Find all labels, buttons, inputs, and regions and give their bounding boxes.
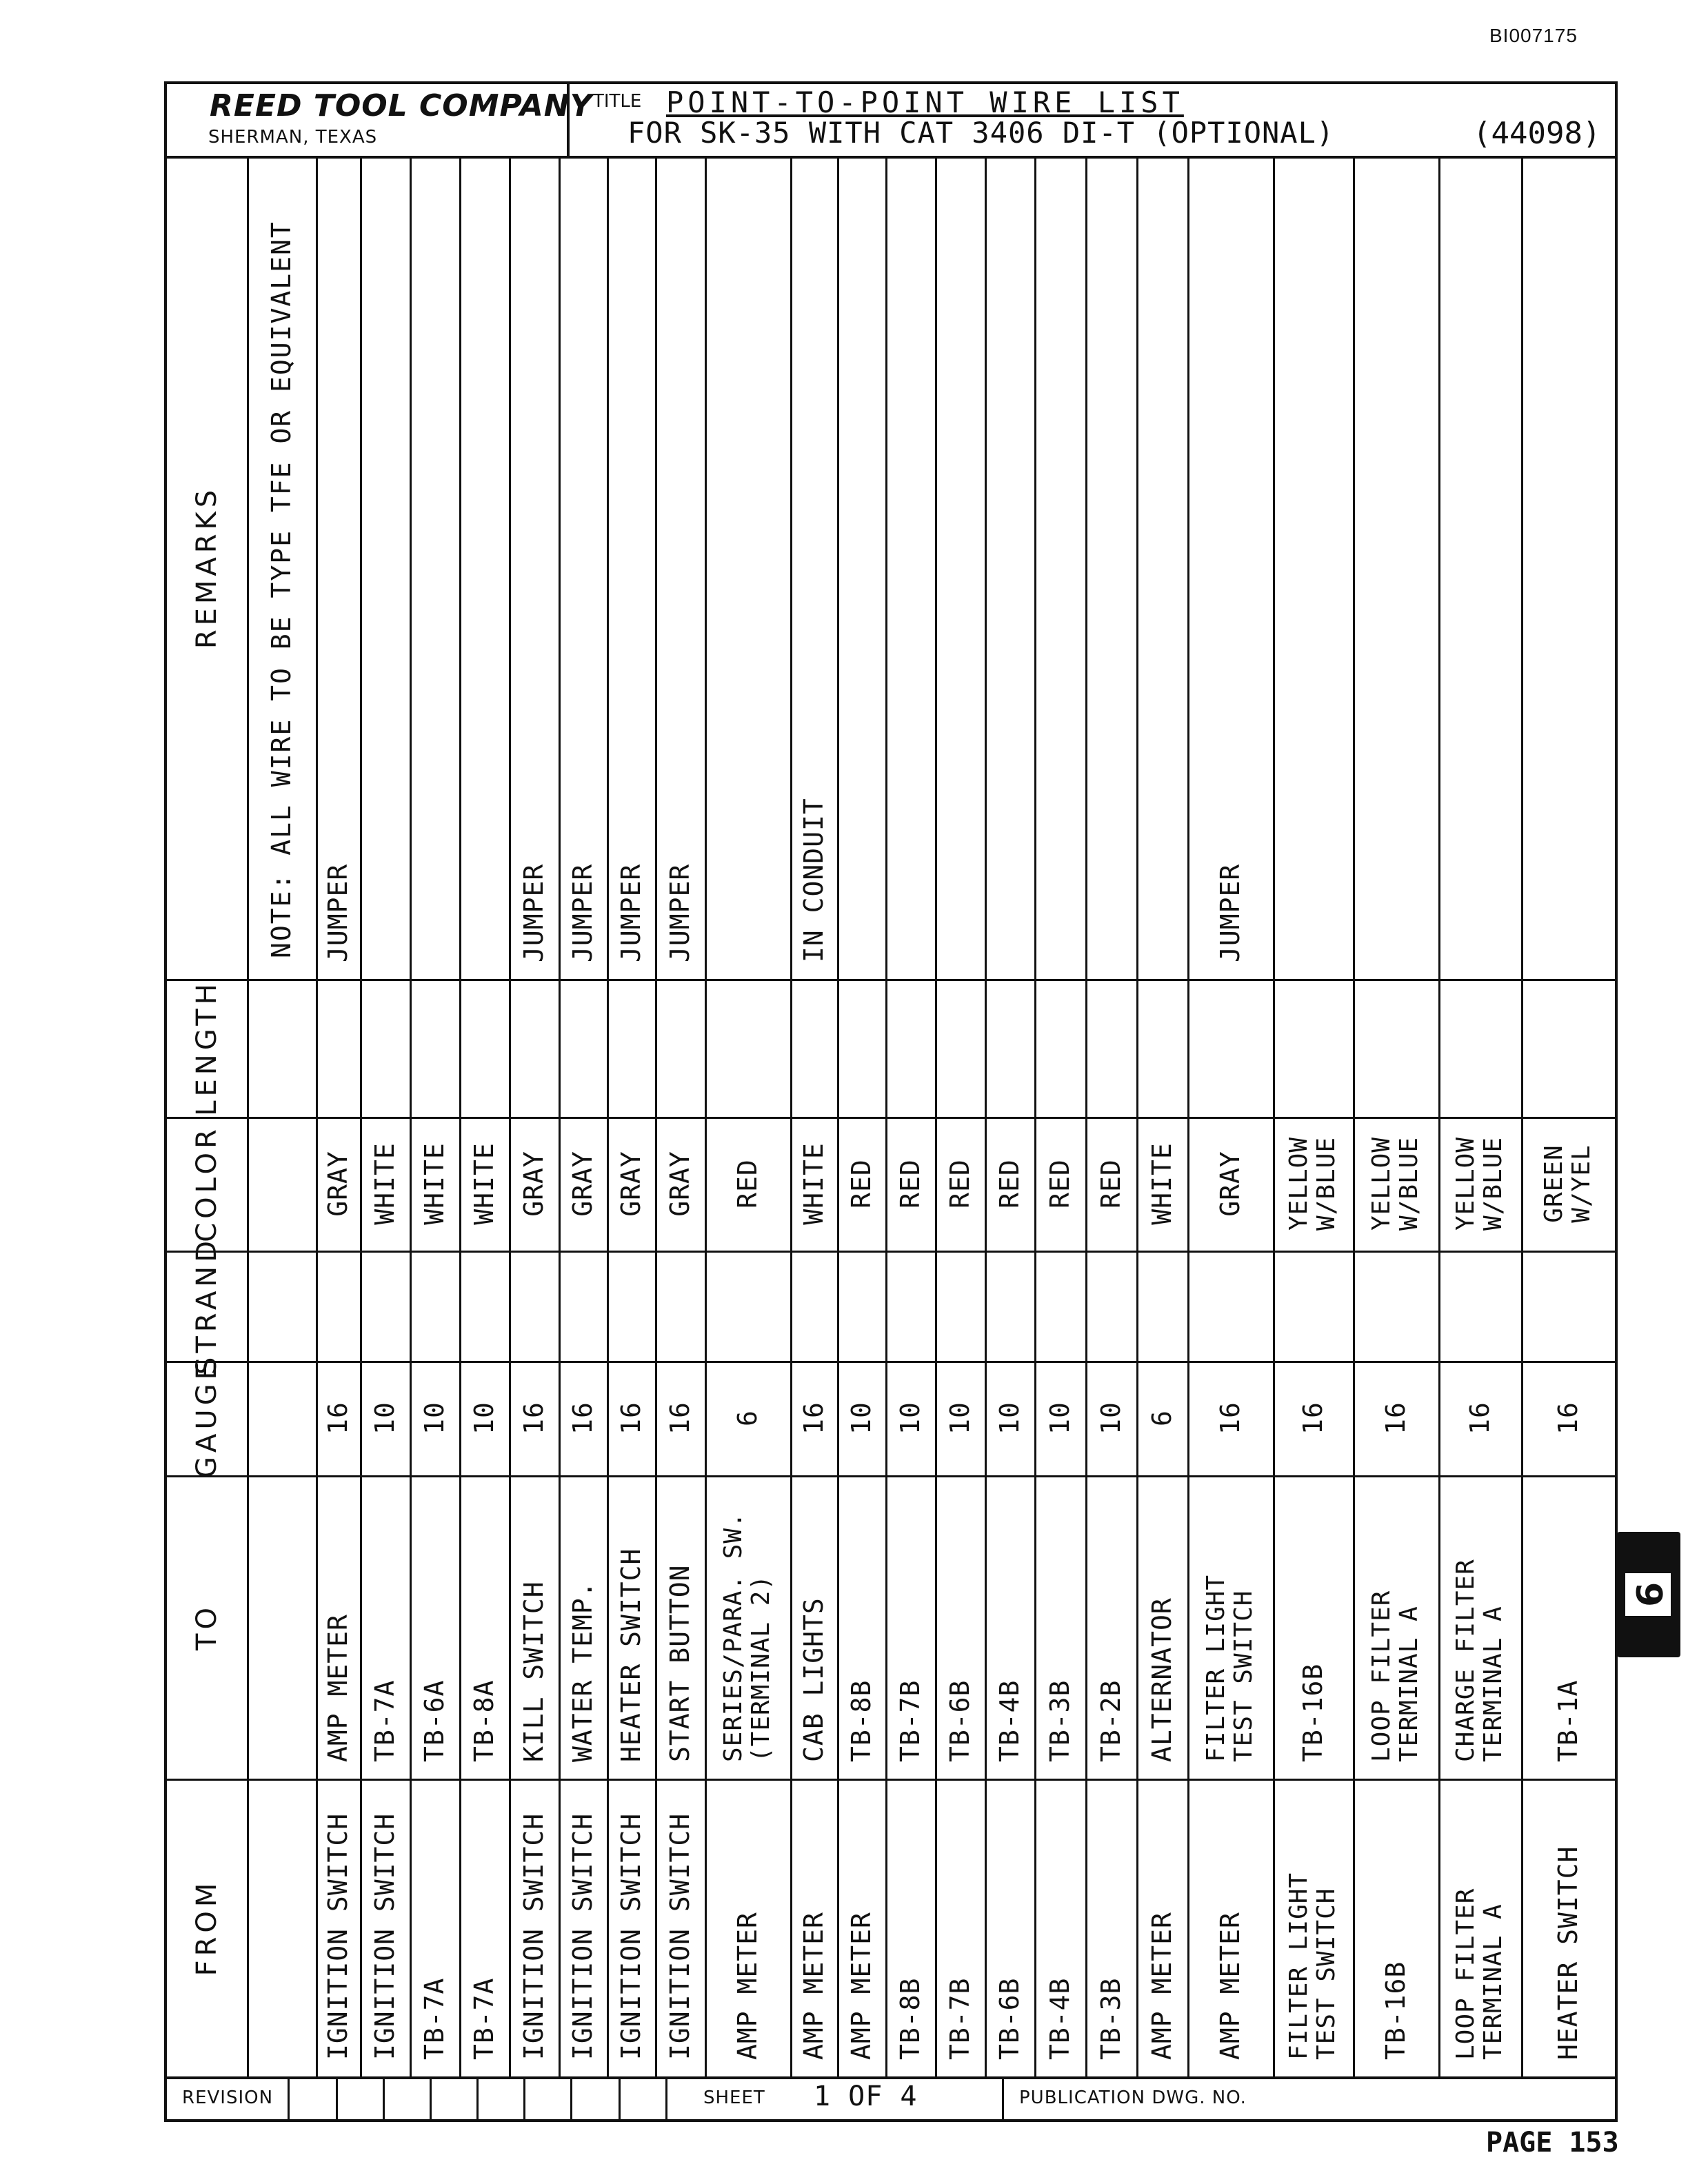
cell-color: RED [994,1159,1025,1209]
cell-from: TB-3B [1096,1977,1126,2060]
title-line-1: POINT-TO-POINT WIRE LIST [666,85,1184,119]
row-divider [790,156,792,2076]
row-divider [247,156,249,2076]
page-number: PAGE 153 [1486,2127,1619,2158]
cell-gauge: 16 [665,1402,695,1435]
cell-from: TB-6B [994,1977,1025,2060]
cell-from: IGNITION SWITCH [567,1812,598,2060]
section-tab-label: 9 [1625,1573,1671,1616]
cell-to: START BUTTON [665,1564,695,1762]
cell-gauge: 10 [469,1402,499,1435]
cell-color: RED [732,1159,763,1209]
document-number: (44098) [1473,116,1601,151]
cell-from: AMP METER [1215,1912,1245,2060]
row-divider [1521,156,1523,2076]
row-divider [360,156,362,2076]
cell-gauge: 16 [1465,1402,1495,1435]
row-divider [607,156,609,2076]
cell-gauge: 10 [370,1402,400,1435]
cell-from: AMP METER [798,1912,829,2060]
cell-from: TB-4B [1045,1977,1075,2060]
column-header-gauge: GAUGE [191,1358,223,1478]
column-header-remarks: REMARKS [191,485,223,649]
cell-color: GRAY [567,1151,598,1217]
cell-from: LOOP FILTER TERMINAL A [1451,1888,1507,2060]
column-header-color: COLOR [191,1125,223,1242]
cell-from: AMP METER [846,1912,876,2060]
cell-color: GREEN W/YEL [1540,1144,1596,1223]
column-divider [167,1475,1615,1477]
cell-from: TB-16B [1380,1961,1411,2060]
cell-gauge: 6 [1147,1410,1177,1426]
cell-remarks: JUMPER [665,863,695,962]
cell-to: TB-16B [1298,1663,1328,1762]
row-divider [1353,156,1355,2076]
column-divider [167,1779,1615,1781]
cell-to: FILTER LIGHT TEST SWITCH [1202,1574,1258,1762]
cell-to: TB-8A [469,1679,499,1762]
cell-gauge: 10 [419,1402,450,1435]
wire-type-note: NOTE: ALL WIRE TO BE TYPE TFE OR EQUIVALENT [266,221,297,958]
cell-from: IGNITION SWITCH [519,1812,549,2060]
column-header-strand: STRAND [191,1236,223,1375]
cell-to: TB-6A [419,1679,450,1762]
cell-to: KILL SWITCH [519,1581,549,1762]
cell-from: FILTER LIGHT TEST SWITCH [1285,1872,1340,2060]
row-divider [410,156,412,2076]
cell-to: HEATER SWITCH [616,1548,646,1762]
cell-color: YELLOW W/BLUE [1367,1136,1423,1231]
cell-to: TB-3B [1045,1679,1075,1762]
row-divider [509,156,511,2076]
title-line-2: FOR SK-35 WITH CAT 3406 DI-T (OPTIONAL) [627,116,1335,150]
cell-gauge: 16 [519,1402,549,1435]
cell-from: AMP METER [732,1912,763,2060]
cell-to: LOOP FILTER TERMINAL A [1367,1590,1423,1762]
cell-remarks: JUMPER [567,863,598,962]
cell-from: IGNITION SWITCH [370,1812,400,2060]
document-id: BI007175 [1489,25,1578,46]
cell-to: TB-7A [370,1679,400,1762]
cell-to: ALTERNATOR [1147,1597,1177,1762]
row-divider [1034,156,1036,2076]
cell-to: TB-6B [945,1679,975,1762]
cell-to: SERIES/PARA. SW. (TERMINAL 2) [719,1512,775,1762]
cell-gauge: 10 [945,1402,975,1435]
cell-remarks: JUMPER [519,863,549,962]
cell-color: GRAY [323,1151,353,1217]
cell-color: WHITE [419,1142,450,1225]
column-divider [167,979,1615,981]
cell-gauge: 16 [616,1402,646,1435]
cell-gauge: 16 [567,1402,598,1435]
row-divider [1187,156,1189,2076]
cell-from: HEATER SWITCH [1553,1846,1583,2060]
row-divider [985,156,987,2076]
cell-from: TB-7B [945,1977,975,2060]
cell-to: TB-1A [1553,1679,1583,1762]
section-tab [1617,1532,1680,1657]
cell-from: TB-7A [469,1977,499,2060]
revision-label: REVISION [182,2087,274,2108]
cell-color: GRAY [616,1151,646,1217]
cell-to: CHARGE FILTER TERMINAL A [1451,1559,1507,1762]
cell-gauge: 16 [1215,1402,1245,1435]
cell-to: TB-7B [895,1679,925,1762]
cell-color: RED [945,1159,975,1209]
row-divider [1085,156,1087,2076]
cell-gauge: 10 [994,1402,1025,1435]
cell-color: RED [1096,1159,1126,1209]
row-divider [885,156,887,2076]
column-divider [167,1117,1615,1119]
cell-gauge: 16 [1298,1402,1328,1435]
cell-gauge: 16 [323,1402,353,1435]
column-divider [167,1251,1615,1253]
row-divider [559,156,561,2076]
cell-to: WATER TEMP. [567,1581,598,1762]
cell-color: WHITE [798,1142,829,1225]
cell-remarks: IN CONDUIT [798,798,829,962]
column-header-length: LENGTH [191,980,223,1116]
row-divider [935,156,937,2076]
cell-from: TB-7A [419,1977,450,2060]
cell-remarks: JUMPER [616,863,646,962]
row-divider [316,156,318,2076]
cell-from: AMP METER [1147,1912,1177,2060]
cell-to: TB-4B [994,1679,1025,1762]
cell-to: TB-2B [1096,1679,1126,1762]
cell-gauge: 16 [798,1402,829,1435]
cell-color: YELLOW W/BLUE [1285,1136,1340,1231]
row-divider [1136,156,1138,2076]
cell-gauge: 10 [1045,1402,1075,1435]
row-divider [705,156,707,2076]
cell-gauge: 10 [895,1402,925,1435]
cell-color: GRAY [1215,1151,1245,1217]
company-location: SHERMAN, TEXAS [208,127,378,148]
column-divider [167,1361,1615,1363]
cell-gauge: 16 [1380,1402,1411,1435]
cell-color: WHITE [1147,1142,1177,1225]
cell-to: AMP METER [323,1614,353,1762]
cell-remarks: JUMPER [323,863,353,962]
row-divider [1273,156,1275,2076]
title-label: TITLE [593,91,642,112]
row-divider [1438,156,1440,2076]
row-divider [655,156,657,2076]
cell-color: WHITE [469,1142,499,1225]
cell-color: GRAY [665,1151,695,1217]
cell-from: IGNITION SWITCH [323,1812,353,2060]
cell-to: CAB LIGHTS [798,1597,829,1762]
cell-color: WHITE [370,1142,400,1225]
row-divider [459,156,461,2076]
publication-label: PUBLICATION DWG. NO. [1019,2087,1247,2108]
row-divider [837,156,839,2076]
cell-to: TB-8B [846,1679,876,1762]
cell-color: RED [895,1159,925,1209]
company-name: REED TOOL COMPANY [210,88,593,123]
cell-gauge: 6 [732,1410,763,1426]
cell-color: RED [1045,1159,1075,1209]
cell-from: TB-8B [895,1977,925,2060]
cell-from: IGNITION SWITCH [616,1812,646,2060]
cell-gauge: 10 [846,1402,876,1435]
sheet-value: 1 OF 4 [814,2081,918,2112]
cell-color: YELLOW W/BLUE [1451,1136,1507,1231]
cell-remarks: JUMPER [1215,863,1245,962]
cell-color: RED [846,1159,876,1209]
cell-gauge: 10 [1096,1402,1126,1435]
column-header-from: FROM [191,1879,223,1976]
column-header-to: TO [191,1604,223,1650]
sheet-label: SHEET [703,2087,765,2108]
cell-color: GRAY [519,1151,549,1217]
cell-gauge: 16 [1553,1402,1583,1435]
cell-from: IGNITION SWITCH [665,1812,695,2060]
